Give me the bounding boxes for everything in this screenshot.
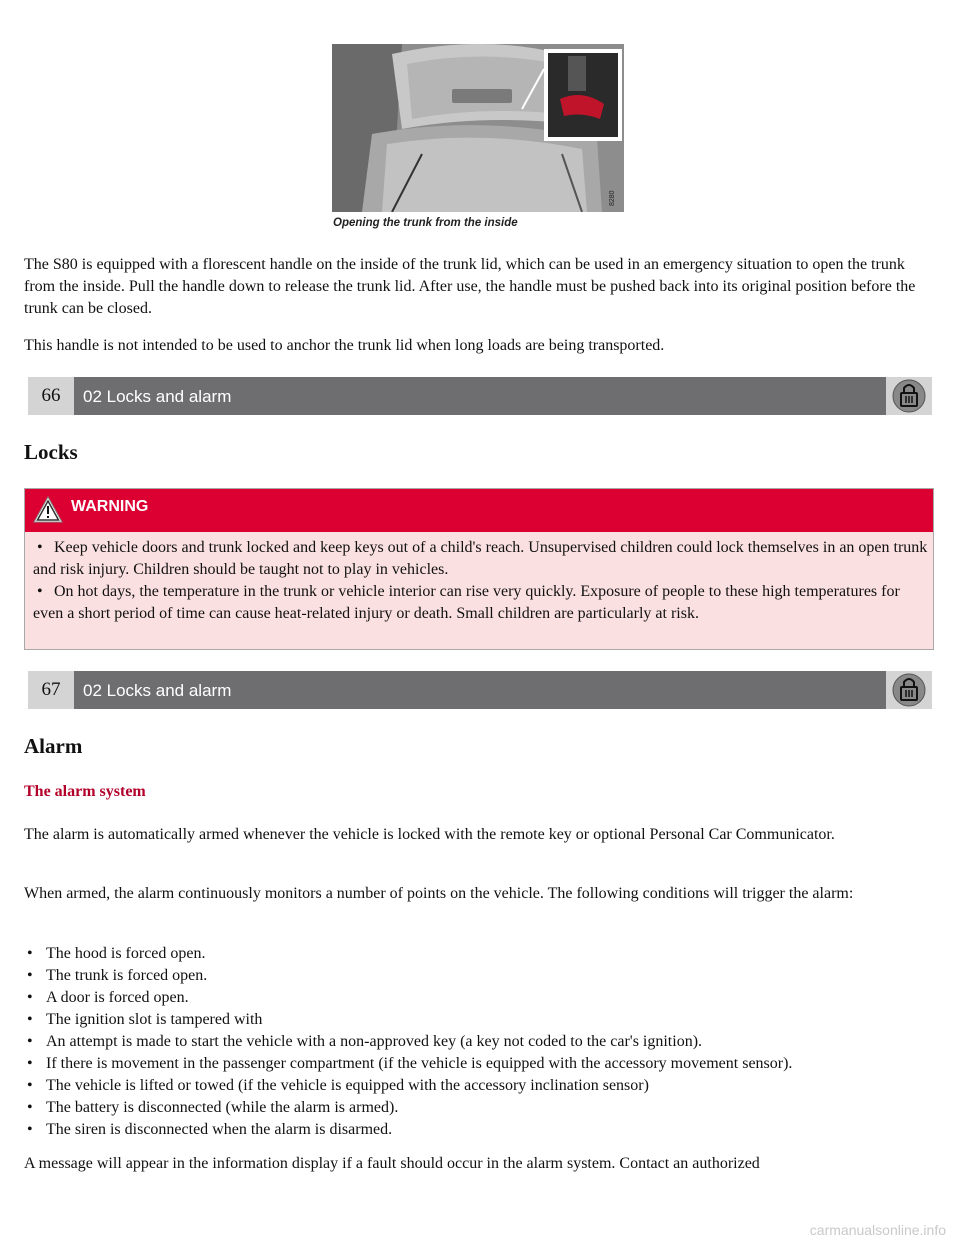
lock-icon <box>886 671 932 709</box>
alarm-paragraph-1: The alarm is automatically armed whenever the vehicle is locked with the remote key or optional Personal Car Communicator. <box>24 826 835 843</box>
section-header-bar <box>28 671 932 709</box>
intro-paragraph-2: This handle is not intended to be used to anchor the trunk lid when long loads are being transported. <box>24 337 665 354</box>
warning-triangle-icon <box>32 495 64 525</box>
section-header-bar <box>28 377 932 415</box>
svg-text:8280: 8280 <box>609 190 616 206</box>
page-number: 67 <box>28 671 74 709</box>
list-item: • The ignition slot is tampered with <box>24 1009 944 1031</box>
warning-label: WARNING <box>71 498 149 515</box>
alarm-conditions-list <box>24 943 944 1141</box>
list-item: • The vehicle is lifted or towed (if the vehicle is equipped with the accessory inclination sensor) <box>24 1075 944 1097</box>
trunk-illustration <box>332 44 624 212</box>
lock-icon <box>886 377 932 415</box>
figure-caption: Opening the trunk from the inside <box>333 217 518 229</box>
warning-box <box>24 488 934 650</box>
section-title: 02 Locks and alarm <box>83 387 232 406</box>
warning-item: • On hot days, the temperature in the trunk or vehicle interior can rise very quickly. Exposure of people to these high temperatures for even a short period of time can cause heat-related injury or death. Small children are particularly at risk. <box>33 583 900 622</box>
list-item: • The trunk is forced open. <box>24 965 944 987</box>
locks-heading: Locks <box>24 440 78 464</box>
list-item: • An attempt is made to start the vehicle with a non-approved key (a key not coded to the car's ignition). <box>24 1031 944 1053</box>
alarm-paragraph-2: When armed, the alarm continuously monitors a number of points on the vehicle. The following conditions will trigger the alarm: <box>24 885 854 902</box>
warning-header <box>25 489 933 532</box>
list-item: • The siren is disconnected when the alarm is disarmed. <box>24 1119 944 1141</box>
trunk-photo <box>332 44 624 212</box>
alarm-system-subheading: The alarm system <box>24 783 146 800</box>
list-item: • A door is forced open. <box>24 987 944 1009</box>
list-item: • The hood is forced open. <box>24 943 944 965</box>
trunk-figure <box>332 38 624 234</box>
warning-item: • Keep vehicle doors and trunk locked and keep keys out of a child's reach. Unsupervised children could lock themselves in an open trunk and risk injury. Children should be taught not to play in vehicles. <box>33 539 928 578</box>
list-item: • The battery is disconnected (while the alarm is armed). <box>24 1097 944 1119</box>
alarm-heading: Alarm <box>24 734 83 758</box>
page-number: 66 <box>28 377 74 415</box>
section-title: 02 Locks and alarm <box>83 681 232 700</box>
warning-list <box>33 537 928 625</box>
intro-paragraph-1: The S80 is equipped with a florescent handle on the inside of the trunk lid, which can be used in an emergency situation to open the trunk from the inside. Pull the handle down to release the trunk lid. After use, the handle must be pushed back into its original position before the trunk can be closed. <box>24 256 916 317</box>
alarm-paragraph-3: A message will appear in the information display if a fault should occur in the alarm system. Contact an authorized <box>24 1155 760 1172</box>
list-item: • If there is movement in the passenger compartment (if the vehicle is equipped with the accessory movement sensor). <box>24 1053 944 1075</box>
watermark: carmanualsonline.info <box>809 1222 946 1238</box>
